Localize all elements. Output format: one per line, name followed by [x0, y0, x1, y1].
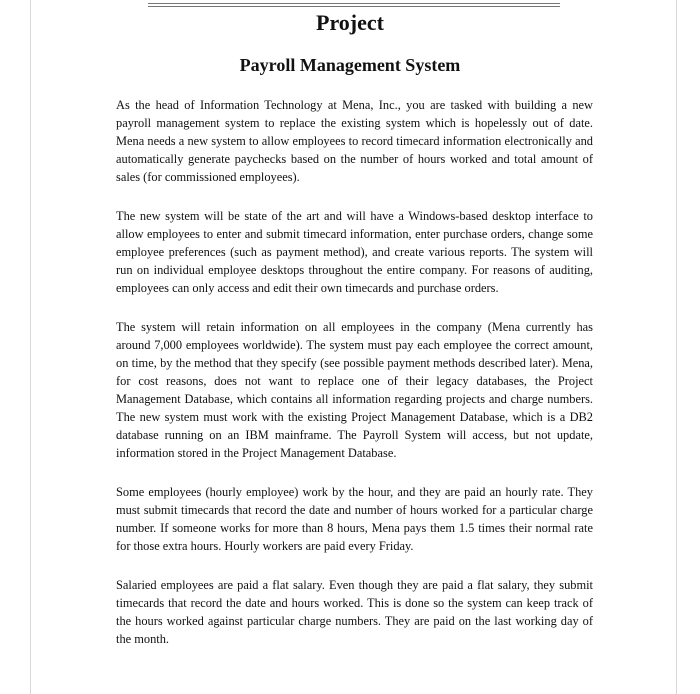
paragraph-intro: As the head of Information Technology at Mena, Inc., you are tasked with building a new payroll management system to replace the existing system which is hopelessly out of date. Mena needs a new system to allow employees to record timecard information electronically and automatically generate paychecks based on the number of hours worked and total amount of sales (for commissioned employees).	[116, 98, 593, 184]
paragraph-hourly-employees: Some employees (hourly employee) work by the hour, and they are paid an hourly rate. They must submit timecards that record the date and number of hours worked for a particular charge number. If someone works for more than 8 hours, Mena pays them 1.5 times their normal rate for those extra hours. Hourly workers are paid every Friday.	[116, 485, 593, 553]
header-rule-top	[148, 3, 560, 4]
paragraph-employee-info: The system will retain information on all employees in the company (Mena currently has around 7,000 employees worldwide). The system must pay each employee the correct amount, on time, by the method that they specify (see possible payment methods described later). Mena, for cost reasons, does not want to replace one of their legacy databases, the Project Management Database, which contains all information regarding projects and charge numbers. The new system must work with the existing Project Management Database, which is a DB2 database running on an IBM mainframe. The Payroll System will access, but not update, information stored in the Project Management Database.	[116, 320, 593, 460]
paragraph-system-overview: The new system will be state of the art and will have a Windows-based desktop interface to allow employees to enter and submit timecard information, enter purchase orders, change some employee preferences (such as payment method), and create various reports. The system will run on individual employee desktops throughout the entire company. For reasons of auditing, employees can only access and edit their own timecards and purchase orders.	[116, 209, 593, 295]
document-body	[116, 96, 593, 669]
document-title: Project	[316, 10, 384, 35]
paragraph-salaried-employees: Salaried employees are paid a flat salary. Even though they are paid a flat salary, they submit timecards that record the date and hours worked. This is done so the system can keep track of the hours worked against particular charge numbers. They are paid on the last working day of the month.	[116, 578, 593, 646]
page-left-edge	[30, 0, 31, 694]
page-right-edge	[676, 0, 677, 694]
document-subtitle: Payroll Management System	[239, 55, 461, 75]
